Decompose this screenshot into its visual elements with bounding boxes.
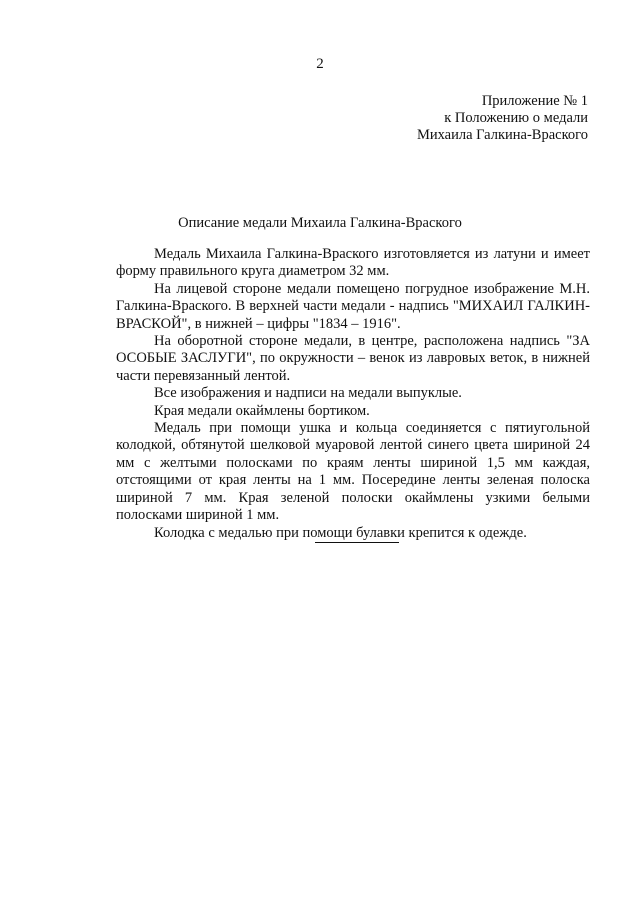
paragraph-obverse: На лицевой стороне медали помещено погрудное изображение М.Н. Галкина-Враского. В верхней части медали - надпись "МИХАИЛ ГАЛКИН-ВРАСКОЙ", в нижней – цифры "1834 – 1916". [116,280,590,332]
paragraph-reverse: На оборотной стороне медали, в центре, расположена надпись "ЗА ОСОБЫЕ ЗАСЛУГИ", по окружности – венок из лавровых веток, в нижней части перевязанный лентой. [116,333,590,384]
page-number: 2 [316,56,324,72]
appendix-line-2: к Положению о медали [444,110,588,126]
document-title: Описание медали Михаила Галкина-Враского [178,215,462,231]
document-body [116,246,590,542]
appendix-line-1: Приложение № 1 [481,93,588,109]
paragraph-rim: Края медали окаймлены бортиком. [154,402,370,419]
paragraph-shape: Медаль Михаила Галкина-Враского изготовляется из латуни и имеет форму правильного круга диаметром 32 мм. [116,246,590,280]
appendix-line-3: Михаила Галкина-Враского [416,127,588,143]
appendix-header [417,93,588,144]
paragraph-relief: Все изображения и надписи на медали выпуклые. [154,385,462,402]
end-divider [315,542,399,543]
paragraph-ribbon: Медаль при помощи ушка и кольца соединяется с пятиугольной колодкой, обтянутой шелковой муаровой лентой синего цвета шириной 24 мм с желтыми полосками по краям ленты шириной 1,5 мм каждая, отстоящими от края ленты на 1 мм. Посередине ленты зеленая полоска шириной 7 мм. Края зеленой полоски окаймлены узкими белыми полосками шириной 1 мм. [116,420,590,524]
paragraph-attachment: Колодка с медалью при помощи булавки крепится к одежде. [154,524,527,541]
